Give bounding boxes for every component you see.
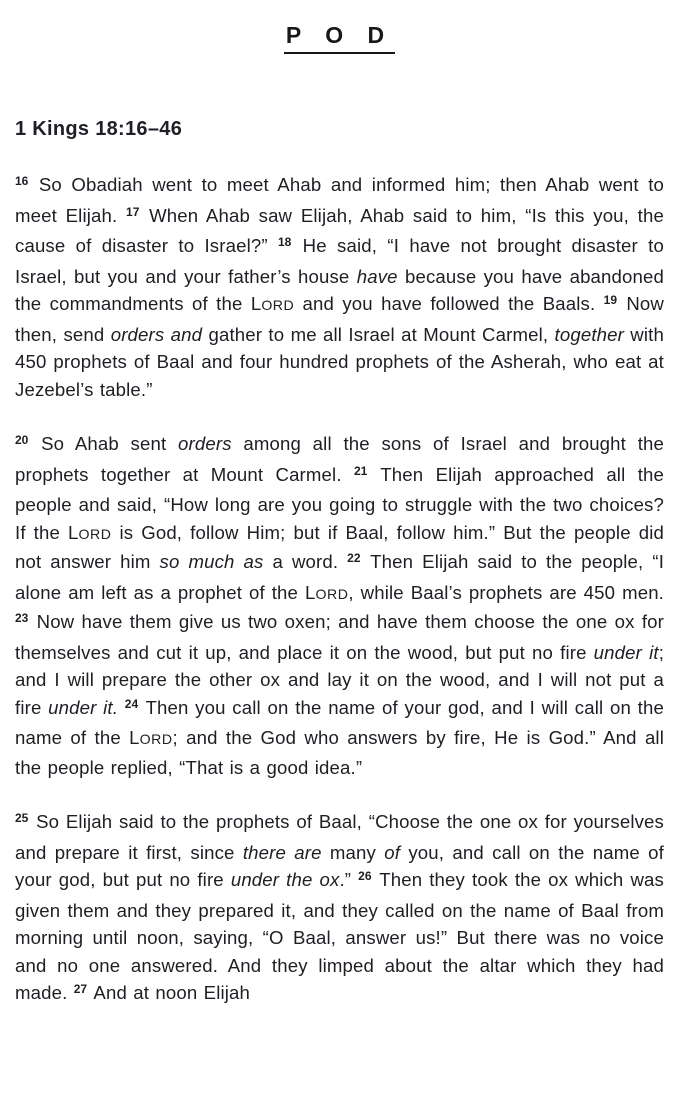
verse-paragraph: $^{20}$ So Ahab sent orders among all the sons of Israel and brought the prophets together at Mount Carmel. $^{21}$ Then Elijah approached all the people and said, “How long are you going to struggle with the two choices? If the LORD is God, follow Him; but if Baal, follow him.” But the people did not answer him so much as a word. $^{22}$ Then Elijah said to the people, “I alone am left as a prophet of the LORD, while Baal’s prophets are 450 men. $^{23}$ Now have them give us two oxen; and have them choose the one ox for themselves and cut it up, and place it on the wood, but put no fire under it; and I will prepare the other ox and lay it on the wood, and I will not put a fire under it. $^{24}$ Then you call on the name of your god, and I will call on the name of the LORD; and the God who answers by fire, He is God.” And all the people replied, “That is a good idea.”	[15, 433, 665, 778]
divine-name: LORD	[305, 581, 349, 603]
passage-reference: 1 Kings 18:16–46	[15, 118, 183, 140]
verse-number: 27	[73, 982, 88, 996]
translator-italic: so much as	[159, 551, 264, 572]
translator-italic: under it.	[48, 696, 119, 718]
divine-name-smallcaps: ORD	[315, 585, 349, 602]
translator-italic: there are	[242, 841, 322, 863]
passage-text	[15, 171, 664, 1010]
divine-name: LORD	[250, 293, 295, 314]
divine-name-smallcaps: ORD	[261, 297, 295, 313]
verse-number: 16	[15, 174, 29, 188]
translator-italic: have	[356, 265, 398, 287]
verse-number: 19	[603, 293, 618, 307]
verse-number: 24	[124, 696, 139, 711]
verse-number: 18	[278, 235, 292, 249]
verse-number: 26	[358, 869, 372, 883]
document-title-text: P O D	[284, 22, 395, 54]
verse-number: 17	[126, 204, 140, 219]
translator-italic: under the ox	[230, 869, 340, 890]
verse-number: 22	[347, 551, 361, 565]
divine-name: LORD	[68, 521, 112, 543]
verse-number: 20	[15, 433, 29, 447]
verse-number: 25	[15, 811, 29, 825]
document-title	[15, 22, 664, 54]
translator-italic: of	[384, 841, 401, 863]
verse-number: 23	[15, 611, 29, 625]
verse-paragraph: $^{16}$ So Obadiah went to meet Ahab and informed him; then Ahab went to meet Elijah. $^{17}$ When Ahab saw Elijah, Ahab said to him, “Is this you, the cause of disaster to Israel?” $^{18}$ He said, “I have not brought disaster to Israel, but you and your father’s house have because you have abandoned the commandments of the LORD and you have followed the Baals. $^{19}$ Now then, send orders and gather to me all Israel at Mount Carmel, together with 450 prophets of Baal and four hundred prophets of the Asherah, who eat at Jezebel’s table.”	[15, 174, 664, 400]
translator-italic: orders	[178, 433, 232, 454]
translator-italic: under it	[593, 641, 659, 663]
verse-paragraph: $^{25}$ So Elijah said to the prophets of Baal, “Choose the one ox for yourselves and prepare it first, since there are many of you, and call on the name of your god, but put no fire under the ox.” $^{26}$ Then they took the ox which was given them and they prepared it, and they called on the name of Baal from morning until noon, saying, “O Baal, answer us!” But there was no voice and no one answered. And they limped about the altar which they had made. $^{27}$ And at noon Elijah	[15, 811, 664, 1003]
translator-italic: together	[554, 323, 624, 345]
divine-name-smallcaps: ORD	[139, 731, 173, 747]
divine-name-smallcaps: ORD	[78, 525, 112, 542]
verse-number: 21	[353, 463, 368, 478]
divine-name: LORD	[129, 727, 173, 748]
translator-italic: orders and	[110, 323, 203, 345]
